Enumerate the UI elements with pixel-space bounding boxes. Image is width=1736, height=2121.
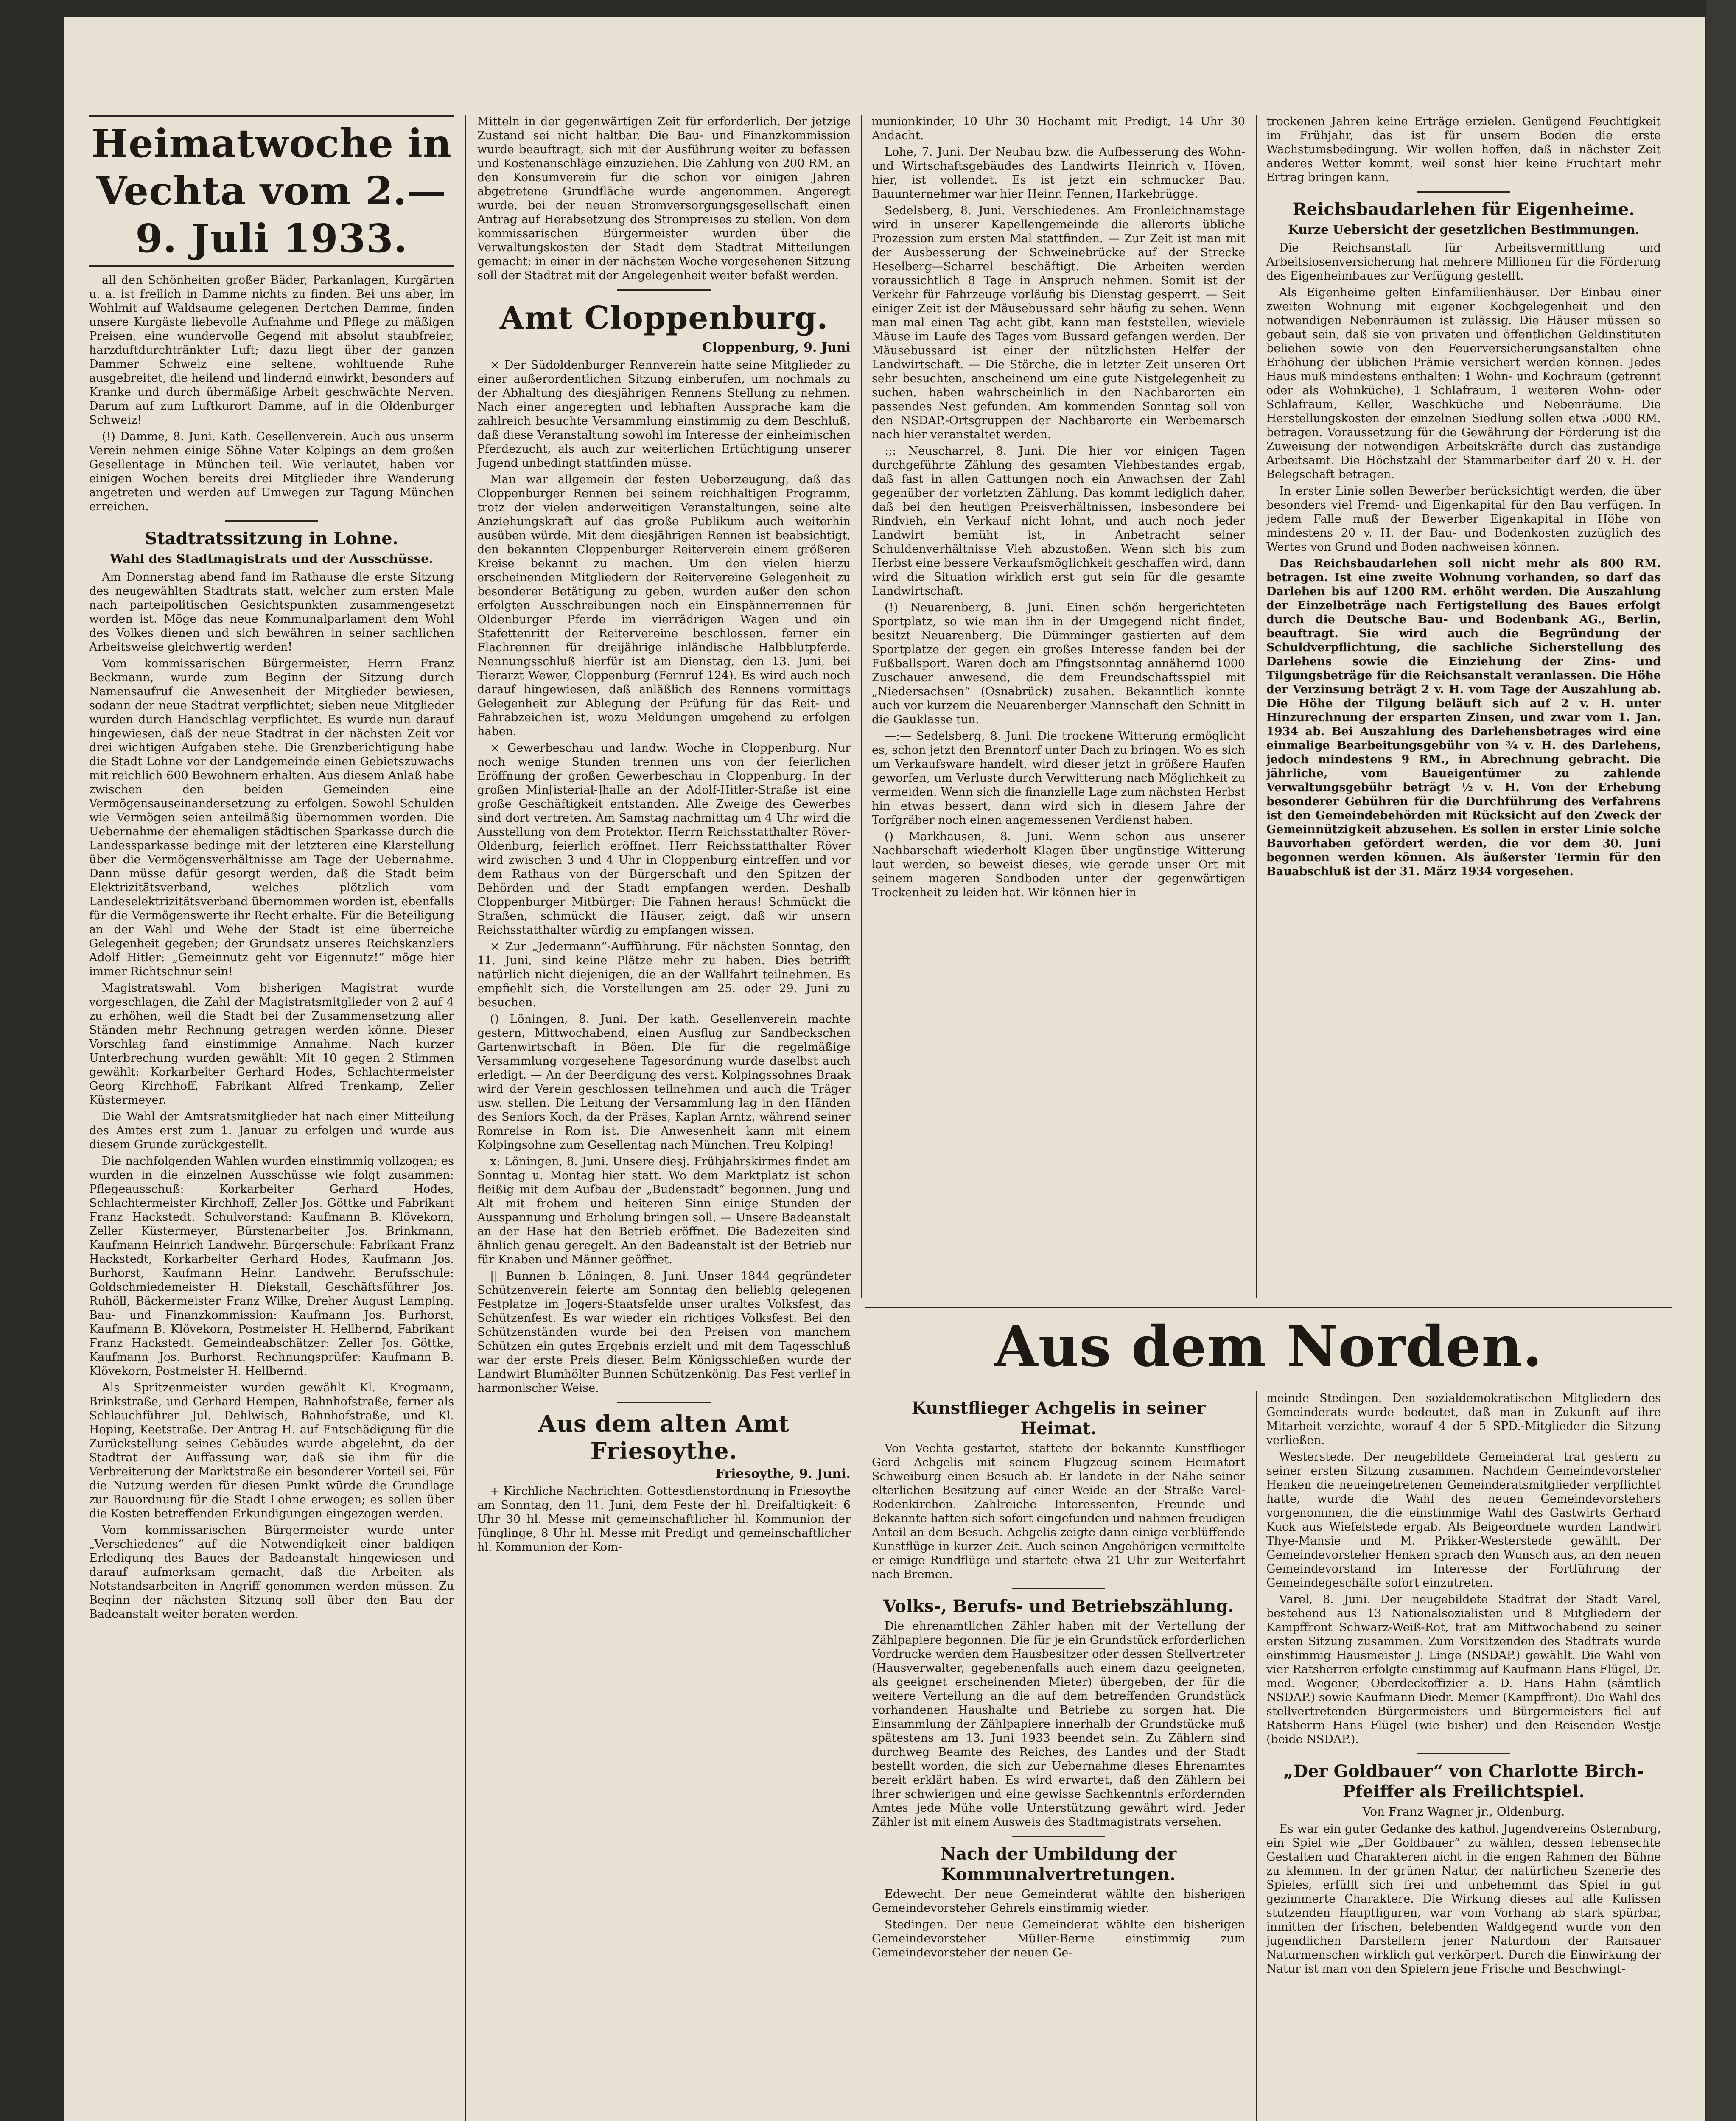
dateline: Friesoythe, 9. Juni. — [715, 1466, 851, 1481]
column-3 — [872, 115, 1245, 1298]
heading-amt-cloppenburg: Amt Cloppenburg. — [499, 300, 829, 336]
paragraph: trockenen Jahren keine Erträge erzielen. Genügend Feuchtigkeit im Frühjahr, das ist für unsern Boden die erste Wachstumsbedingung. Wir wollen hoffen, daß in nächster Zeit anderes Wetter kommt, weil sonst hier keine Fruchtart mehr Ertrag bringen kann. — [1266, 115, 1661, 184]
heading-goldbauer: „Der Goldbauer“ von Charlotte Birch-Pfeiffer als Freilichtspiel. — [1283, 1761, 1644, 1802]
subheading-reichsbaudarlehen: Kurze Uebersicht der gesetzlichen Bestimmungen. — [1288, 222, 1640, 237]
paragraph: meinde Stedingen. Den sozialdemokratischen Mitgliedern des Gemeinderats wurde bedeutet, daß man in Zukunft auf ihre Mitarbeit verzichte, worauf 4 der 5 SPD.-Mitglieder die Sitzung verließen. — [1266, 1392, 1661, 1447]
section-rule — [865, 1307, 1672, 1308]
paragraph: Von Vechta gestartet, stattete der bekannte Kunstflieger Gerd Achgelis mit seinem Flugzeug seinem Heimatort Schweiburg einen Besuch ab. Er landete in der Nähe seiner elterlichen Besitzung auf einer Weide an der Straße Varel-Rodenkirchen. Zahlreiche Interessenten, Freunde und Bekannte hatten sich sofort eingefunden und nahmen freudigen Anteil an dem Besuch. Achgelis zeigte dann einige verblüffende Kunstflüge in kurzer Zeit. Auch seinen Angehörigen vermittelte er einige Rundflüge und startete etwa 21 Uhr zur Weiterfahrt nach Bremen. — [872, 1442, 1245, 1581]
column-norden-b — [1266, 1391, 1661, 2121]
paragraph: :;: Neuscharrel, 8. Juni. Die hier vor einigen Tagen durchgeführte Zählung des gesamten Viehbestandes ergab, daß fast in allen Gattungen noch ein Anwachsen der Zahl gegenüber der vorletzten Zählung. Das kommt lediglich daher, daß bei den heutigen Preisverhältnissen, insbesondere bei Rindvieh, ein Verkauf nicht lohnt, und auch noch jeder Landwirt bemüht ist, in Anbetracht seiner Schuldenverhältnisse Vieh abzustoßen. Wenn sich bis zum Herbst eine bessere Verkaufsmöglichkeit geschaffen wird, dann wird die Situation wirklich erst gut sein für die gesamte Landwirtschaft. — [872, 445, 1245, 598]
paragraph: Am Donnerstag abend fand im Rathause die erste Sitzung des neugewählten Stadtrats statt, welcher zum ersten Male nach parteipolitischen Gesichtspunkten zusammengesetzt worden ist. Möge das neue Kommunalparlament dem Wohl des Volkes dienen und sich bewähren in seiner sachlichen Arbeitsweise gleichwertig werden! — [89, 571, 454, 654]
paragraph: × Der Südoldenburger Rennverein hatte seine Mitglieder zu einer außerordentlichen Sitzung einberufen, um nochmals zu der Abhaltung des diesjährigen Rennens Stellung zu nehmen. Nach einer angeregten und lebhaften Aussprache kam die zahlreich besuchte Versammlung einstimmig zu dem Beschluß, daß diese Veranstaltung sowohl im Interesse der einheimischen Pferdezucht, als auch zur weiterlichen Ertüchtigung unserer Jugend unbedingt stattfinden müsse. — [477, 358, 851, 470]
column-2 — [477, 115, 851, 2121]
divider — [1417, 191, 1510, 193]
heading-amt-friesoythe: Aus dem alten Amt Friesoythe. — [538, 1410, 790, 1464]
paragraph: Magistratswahl. Vom bisherigen Magistrat wurde vorgeschlagen, die Zahl der Magistratsmitglieder von 2 auf 4 zu erhöhen, weil die Stadt bei der Zusammensetzung aller Ständen mehr Rechnung getragen werden könne. Dieser Vorschlag fand einstimmige Annahme. Nach kurzer Unterbrechung wurden gewählt: Mit 10 gegen 2 Stimmen gewählt: Korkarbeiter Gerhard Hodes, Schlachtermeister Georg Kirchhoff, Fabrikant Alfred Trenkamp, Zeller Küstermeyer. — [89, 982, 454, 1107]
paragraph: Die ehrenamtlichen Zähler haben mit der Verteilung der Zählpapiere begonnen. Die für je ein Grundstück erforderlichen Vordrucke werden dem Hausbesitzer oder dessen Stellvertreter (Hausverwalter, gegebenenfalls auch einem dazu geeigneten, als geeignet erscheinenden Mieter) übergeben, der für die weitere Verteilung an die auf dem betreffenden Grundstück vorhandenen Haushalte und Betriebe zu sorgen hat. Die Einsammlung der Zählpapiere innerhalb der Grundstücke muß spätestens am 13. Juni 1933 beendet sein. Zu Zählern sind durchweg Beamte des Reiches, des Landes und der Stadt bestellt worden, die sich zur Uebernahme dieses Ehrenamtes bereit erklärt haben. Es wird erwartet, daß den Zählern bei ihrer schwierigen und eine gewisse Sachkenntnis erfordernden Amtes jede Mühe volle Unterstützung gewährt wird. Jeder Zähler ist mit einem Ausweis des Stadtmagistrats versehen. — [872, 1620, 1245, 1829]
paragraph: Edewecht. Der neue Gemeinderat wählte den bisherigen Gemeindevorsteher Gehrels einstimmig wieder. — [872, 1888, 1245, 1915]
paragraph: || Bunnen b. Löningen, 8. Juni. Unser 1844 gegründeter Schützenverein feierte am Sonntag den beliebig gelegenen Festplatze im Jogers-Staatsfelde unser uraltes Volksfest, das Schützenfest. Es war wieder ein richtiges Volksfest. Bei den Schützenständen wurde bei den Preisen von manchem Schützen ein gutes Ergebnis erzielt und mit dem Tagesschluß war der erste Preis dieser. Beim Königsschießen wurde der Landwirt Blumhölter Bunnen Schützenkönig. Das Fest verlief in harmonischer Weise. — [477, 1270, 851, 1395]
column-rule — [861, 115, 862, 1298]
paragraph: × Zur „Jedermann“-Aufführung. Für nächsten Sonntag, den 11. Juni, sind keine Plätze mehr zu haben. Dies betrifft natürlich nicht diejenigen, die an der Wallfahrt teilnehmen. Es empfiehlt sich, die Vorstellungen am 25. oder 29. Juni zu besuchen. — [477, 940, 851, 1009]
paragraph: Die nachfolgenden Wahlen wurden einstimmig vollzogen; es wurden in die einzelnen Ausschüsse wie folgt zusammen: Pflegeausschuß: Korkarbeiter Gerhard Hodes, Schlachtermeister Kirchhoff, Zeller Jos. Göttke und Fabrikant Franz Hackstedt. Schulvorstand: Kaufmann B. Klövekorn, Zeller Küstermeyer, Bürstenarbeiter Jos. Brinkmann, Kaufmann Heinrich Landwehr. Bürgerschule: Fabrikant Franz Hackstedt, Korkarbeiter Gerhard Hodes, Kaufmann Jos. Burhorst, Kaufmann Heinr. Landwehr. Berufsschule: Goldschmiedemeister H. Diekstall, Geschäftsführer Jos. Ruhöll, Bäckermeister Franz Wilke, Dreher August Lamping. Bau- und Finanzkommission: Kaufmann Jos. Burhorst, Kaufmann B. Klövekorn, Postmeister H. Hellbernd, Fabrikant Franz Hackstedt. Gemeindeabschätzer: Zeller Jos. Göttke, Kaufmann Jos. Burhorst. Rechnungsprüfer: Kaufmann B. Klövekorn, Postmeister H. Hellbernd. — [89, 1155, 454, 1378]
paragraph: + Kirchliche Nachrichten. Gottesdienstordnung in Friesoythe am Sonntag, den 11. Juni, dem Feste der hl. Dreifaltigkeit: 6 Uhr 30 hl. Messe mit gemeinschaftlicher hl. Kommunion der Jünglinge, 8 Uhr hl. Messe mit Predigt und gemeinschaftlicher hl. Kommunion der Kom- — [477, 1485, 851, 1554]
divider — [1012, 1588, 1105, 1589]
heading-kunstflieger: Kunstflieger Achgelis in seiner Heimat. — [911, 1398, 1206, 1438]
paragraph: (!) Neuarenberg, 8. Juni. Einen schön hergerichteten Sportplatz, so wie man ihn in der Umgegend nicht findet, besitzt Neuarenberg. Die Dümminger gastierten auf dem Sportplatze der gegen ein großes Interesse fanden bei der Fußballsport. Waren doch am Pfingstsonntag annähernd 1000 Zuschauer anwesend, die dem Freundschaftsspiel mit „Niedersachsen“ (Osnabrück) zusahen. Bekanntlich konnte auch vor kurzem die Neuarenberger Mannschaft den Schnitt in die Gauklasse tun. — [872, 601, 1245, 726]
paragraph: Vom kommissarischen Bürgermeister wurde unter „Verschiedenes“ auf die Notwendigkeit einer baldigen Erledigung des Baues der Badeanstalt hingewiesen und darauf aufmerksam gemacht, daß die Arbeiten als Notstandsarbeiten in Angriff genommen werden müssen. Zu Beginn der nächsten Sitzung soll über den Bau der Badeanstalt weiter beraten werden. — [89, 1524, 454, 1621]
headline-heimatwoche: Heimatwoche in Vechta vom 2.—9. Juli 1933. — [91, 120, 452, 261]
paragraph: Es war ein guter Gedanke des kathol. Jugendvereins Osternburg, ein Spiel wie „Der Goldbauer“ zu wählen, dessen lebensechte Gestalten und Charakteren nicht in die engen Rahmen der Bühne zu klemmen. In der grünen Natur, der natürlichen Szenerie des Spieles, erfüllt sich frei und unbehemmt das Spiel in gut gezimmerte Charaktere. Die Wirkung dieses auf alle Kulissen stutzenden Hauptfiguren, war vom Vorhang ab stark spürbar, inmitten der frischen, belebenden Waldgegend wurde von den jugendlichen Darstellern jener Naturdom der Ransauer Naturmenschen wirklich gut verkörpert. Durch die Einwirkung der Natur ist man von den Spielern jene Frische und Beschwingt- — [1266, 1822, 1661, 1975]
paragraph: () Markhausen, 8. Juni. Wenn schon aus unserer Nachbarschaft wiederholt Klagen über ungünstige Witterung laut werden, so beweist dieses, wie gerade unser Ort mit seinem mageren Sandboden unter der gegenwärtigen Trockenheit zu leiden hat. Wir können hier in — [872, 830, 1245, 899]
norden-banner — [870, 1315, 1667, 1387]
paragraph: Mitteln in der gegenwärtigen Zeit für erforderlich. Der jetzige Zustand sei nicht haltbar. Die Bau- und Finanzkommission wurde beauftragt, sich mit der Ausführung weiter zu befassen und Kostenanschläge einzuziehen. Die Zahlung von 200 RM. an den Konsumverein für die schon vor einigen Jahren abgetretene Grundfläche wurde angenommen. Angeregt wurde, bei der neuen Stromversorgungsgesellschaft einen Antrag auf Herabsetzung des Strompreises zu stellen. Von dem kommissarischen Bürgermeister wurden über die Verwaltungskosten der Stadt dem Stadtrat Mitteilungen gemacht; in einer in der nächsten Woche vorgesehenen Sitzung soll der Stadtrat mit der Angelegenheit weiter befaßt werden. — [477, 115, 851, 282]
column-1 — [89, 115, 454, 2121]
dateline: Cloppenburg, 9. Juni — [702, 340, 851, 355]
paragraph: Als Eigenheime gelten Einfamilienhäuser. Der Einbau einer zweiten Wohnung mit eigener Kochgelegenheit und den notwendigen Nebenräumen ist zulässig. Die Häuser müssen so gebaut sein, daß sie von privaten und öffentlichen Geldinstituten beliehen sowie von den Feuerversicherungsanstalten ohne Erhöhung der üblichen Prämie versichert werden können. Jedes Haus muß mindestens enthalten: 1 Wohn- und Kochraum (getrennt oder als Wohnküche), 1 Schlafraum, 1 weiteren Wohn- oder Schlafraum, Keller, Waschküche und Nebenräume. Die Herstellungskosten der einzelnen Siedlung sollen etwa 5000 RM. betragen. Voraussetzung für die Gewährung der Förderung ist die Zuweisung der notwendigen Arbeitskräfte durch das zuständige Arbeitsamt. Die Höchstzahl der Stammarbeiter darf 20 v. H. der Belegschaft betragen. — [1266, 286, 1661, 481]
paragraph: Stedingen. Der neue Gemeinderat wählte den bisherigen Gemeindevorsteher Müller-Berne einstimmig zum Gemeindevorsteher der neuen Ge- — [872, 1918, 1245, 1959]
paragraph: In erster Linie sollen Bewerber berücksichtigt werden, die über besonders viel Fremd- und Eigenkapital für den Bau verfügen. In jedem Falle muß der Bewerber Eigenkapital in Höhe von mindestens 20 v. H. der Bau- und Bodenkosten zuzüglich des Wertes von Grund und Boden nachweisen können. — [1266, 484, 1661, 554]
divider — [225, 520, 318, 522]
paragraph: Vom kommissarischen Bürgermeister, Herrn Franz Beckmann, wurde zum Beginn der Sitzung durch Namensaufruf die Anwesenheit der Mitglieder bewiesen, sodann der neue Stadtrat verpflichtet; sieben neue Mitglieder wurden durch Handschlag verpflichtet. Es wurde nun darauf hingewiesen, daß der neue Stadtrat in der nächsten Zeit vor drei wichtigen Aufgaben stehe. Die Grenzberichtigung habe die Stadt Lohne vor der Landgemeinde einen Gebietszuwachs mit reichlich 600 Bewohnern erhalten. Aus diesem Anlaß habe zwischen den beiden Gemeinden eine Vermögensauseinandersetzung zu erfolgen. Sowohl Schulden wie Vermögen seien anteilmäßig übernommen worden. Die Uebernahme der ehemaligen städtischen Sparkasse durch die Landessparkasse bedinge mit der letzteren eine Klarstellung über die Vermögensverhältnisse am Tage der Uebernahme. Dann müsse dafür gesorgt werden, daß die Stadt beim Elektrizitätsverband, welches plötzlich vom Landeselektrizitätsverband übernommen worden ist, ebenfalls für die Vermögenswerte ihr Recht erhalte. Für die Beteiligung an der Wahl und Wehe der Stadt ist eine überreiche Gelegenheit gegeben; der Grundsatz unseres Reichskanzlers Adolf Hitler: „Gemeinnutz geht vor Eigennutz!“ möge hier immer Richtschnur sein! — [89, 657, 454, 978]
column-4 — [1266, 115, 1661, 1298]
paragraph: munionkinder, 10 Uhr 30 Hochamt mit Predigt, 14 Uhr 30 Andacht. — [872, 115, 1245, 142]
column-rule — [1256, 1391, 1257, 2121]
paragraph: × Gewerbeschau und landw. Woche in Cloppenburg. Nur noch wenige Stunden trennen uns von der feierlichen Eröffnung der großen Gewerbeschau in Cloppenburg. In der großen Min[isterial-]halle an der Adolf-Hitler-Straße ist eine große Geschäftigkeit entstanden. Alle Zweige des Gewerbes sind dort vertreten. Am Samstag nachmittag um 4 Uhr wird die Ausstellung von dem Protektor, Herrn Reichsstatthalter Röver-Oldenburg, feierlich eröffnet. Herr Reichsstatthalter Röver wird zwischen 3 und 4 Uhr in Cloppenburg eintreffen und vor dem Rathaus von der Bürgerschaft und den Spitzen der Behörden und der Stadt empfangen werden. Deshalb Cloppenburger Mitbürger: Die Fahnen heraus! Schmückt die Straßen, schmückt die Häuser, zeigt, daß wir unsern Reichsstatthalter würdig zu empfangen wissen. — [477, 742, 851, 937]
paragraph: Man war allgemein der festen Ueberzeugung, daß das Cloppenburger Rennen bei seinem reichhaltigen Programm, trotz der vielen anderweitigen Veranstaltungen, seine alte Anziehungskraft auf das große Publikum auch weiterhin ausüben würde. Mit dem diesjährigen Rennen ist beabsichtigt, den bekannten Cloppenburger Reiterverein einem größeren Kreise bekannt zu machen. Um den vielen hierzu erscheinenden Mitgliedern der Reitervereine Gelegenheit zu besonderer Betätigung zu geben, wurden außer den schon erfolgten Ausschreibungen noch ein Einspännerrennen für Oldenburger Pferde im vierrädrigen Wagen und ein Stafettenritt der Reitervereine beschlossen, ferner ein Flachrennen für dreijährige inländische Halbblutpferde. Nennungsschluß hierfür ist am Dienstag, den 13. Juni, bei Tierarzt Wewer, Cloppenburg (Fernruf 124). Es wird auch noch darauf hingewiesen, daß anläßlich des Rennens vormittags Gelegenheit zur Ablegung der Prüfung für das Reit- und Fahrabzeichen ist, wozu Meldungen umgehend zu erfolgen haben. — [477, 473, 851, 738]
column-norden-a — [872, 1391, 1245, 2121]
paragraph: () Löningen, 8. Juni. Der kath. Gesellenverein machte gestern, Mittwochabend, einen Ausflug zur Sandbeckschen Gartenwirtschaft in Böen. Die für die regelmäßige Versammlung vorgesehene Tagesordnung wurde daselbst auch erledigt. — An der Beerdigung des verst. Kolpingssohnes Braak wird der Verein geschlossen teilnehmen und auch die Träger usw. stellen. Die Leitung der Versammlung lag in den Händen des Seniors Koch, da der Präses, Kaplan Arntz, während seiner Romreise in Rom ist. Die Anwesenheit kann mit einem Kolpingsohne zum Gesellentag nach München. Treu Kolping! — [477, 1013, 851, 1152]
heading-reichsbaudarlehen: Reichsbaudarlehen für Eigenheime. — [1292, 199, 1635, 219]
heading-kommunalvertretungen: Nach der Umbildung der Kommunalvertretungen. — [940, 1844, 1177, 1884]
paragraph: Lohe, 7. Juni. Der Neubau bzw. die Aufbesserung des Wohn- und Wirtschaftsgebäudes des Landwirts Heinrich v. Höven, hier, ist vollendet. Es ist jetzt ein schmucker Bau. Bauunternehmer war hier Heinr. Fennen, Harkebrügge. — [872, 146, 1245, 201]
paragraph: Sedelsberg, 8. Juni. Verschiedenes. Am Fronleichnamstage wird in unserer Kapellengemeinde die allerorts übliche Prozession zum ersten Mal stattfinden. — Zur Zeit ist man mit der Ausbesserung der Schweinebrücke auf der Strecke Heselberg—Scharrel beschäftigt. Die Arbeiten werden voraussichtlich 8 Tage in Anspruch nehmen. Somit ist der Verkehr für Fahrzeuge vorläufig bis Dienstag gesperrt. — Seit einiger Zeit ist der Mäusebussard sehr häufig zu sehen. Wenn man mal einen Tag acht gibt, kann man feststellen, wieviele Mäuse im Laufe des Tages vom Bussard gefangen werden. Der Mäusebussard ist einer der nützlichsten Helfer der Landwirtschaft. — Die Störche, die in letzter Zeit unseren Ort sehr besuchten, anscheinend um eine gute Nistgelegenheit zu suchen, haben wahrscheinlich in den Nachbarorten ein passendes Nest gefunden. Am kommenden Sonntag soll von den NSDAP.-Ortsgruppen der Nachbarorte ein Werbemarsch nach hier veranstaltet werden. — [872, 204, 1245, 441]
paragraph: Das Reichsbaudarlehen soll nicht mehr als 800 RM. betragen. Ist eine zweite Wohnung vorhanden, so darf das Darlehen bis auf 1200 RM. erhöht werden. Die Auszahlung der Einzelbeträge nach Fertigstellung des Baues erfolgt durch die Deutsche Bau- und Bodenbank AG., Berlin, beauftragt. Sie wird auch die Begründung der Schuldverpflichtung, die sachliche Sicherstellung des Darlehens sowie die Einziehung der Zins- und Tilgungsbeträge für die Reichsanstalt veranlassen. Die Höhe der Verzinsung beträgt 2 v. H. vom Tage der Auszahlung ab. Die Höhe der Tilgung beläuft sich auf 2 v. H. unter Hinzurechnung der ersparten Zinsen, und zwar vom 1. Jan. 1934 ab. Bei Auszahlung des Darlehensbetrages wird eine einmalige Bearbeitungsgebühr von ¾ v. H. des Darlehens, jedoch mindestens 9 RM., in Abrechnung gebracht. Die jährliche, vom Baueigentümer zu zahlende Verwaltungsgebühr beträgt ½ v. H. Von der Erhebung besonderer Gebühren für die Durchführung des Verfahrens ist den Gemeindebehörden mit Rücksicht auf den Zweck der Gemeinnützigkeit abzusehen. Es sollen in erster Linie solche Bauvorhaben gefördert werden, die vor dem 30. Juni begonnen werden können. Als äußerster Termin für den Bauabschluß ist der 31. März 1934 vorgesehen. — [1266, 557, 1661, 878]
divider — [617, 289, 711, 291]
divider — [1417, 1753, 1510, 1754]
scan-edge — [1706, 0, 1736, 2121]
column-rule — [1256, 115, 1257, 1298]
paragraph: Westerstede. Der neugebildete Gemeinderat trat gestern zu seiner ersten Sitzung zusammen. Nachdem Gemeindevorsteher Henken die neueingetretenen Gemeinderatsmitglieder verpflichtet hatte, wurde die Wahl des neuen Gemeindevorstehers vorgenommen, die die einstimmige Wahl des Gastwirts Gerhard Kuck aus Wiefelstede ergab. Als Beigeordnete wurden Landwirt Thye-Mansie und M. Prikker-Westerstede gewählt. Der Gemeindevorsteher Henken sprach den Wunsch aus, an den neuen Gemeindevorstand im Interesse der Fortführung der Gemeindegeschäfte sofort einzutreten. — [1266, 1450, 1661, 1589]
paragraph: all den Schönheiten großer Bäder, Parkanlagen, Kurgärten u. a. ist freilich in Damme nichts zu finden. Bei uns aber, im Wohlmit auf Waldsaume gelegenen Dertchen Damme, finden unsere Kurgäste liebevolle Aufnahme und Pflege zu mäßigen Preisen, eine wundervolle Gegend mit absolut staubfreier, harzduftdurchtränkter Luft; dazu liegt über der ganzen Dammer Schweiz eine seltene, wohltuende Ruhe ausgebreitet, die heilend und lindernd einwirkt, besonders auf Kranke und durch übermäßige Arbeit geschwächte Nerven. Darum auf zum Luftkurort Damme, auf in die Oldenburger Schweiz! — [89, 274, 454, 427]
paragraph: Varel, 8. Juni. Der neugebildete Stadtrat der Stadt Varel, bestehend aus 13 Nationalsozialisten und 8 Mitgliedern der Kampffront Schwarz-Weiß-Rot, trat am Mittwochabend zu seiner ersten Sitzung zusammen. Zum Vorsitzenden des Stadtrats wurde einstimmig Hausmeister J. Linge (NSDAP.) gewählt. Die Wahl von vier Ratsherren erfolgte einstimmig auf Kaufmann Hans Flügel, Dr. med. Wegener, Oberdeckoffizier a. D. Hans Hahn (sämtlich NSDAP.) sowie Kaufmann Diedr. Memer (Kampffront). Die Wahl des stellvertretenden Bürgermeisters und Bürgermeisters fiel auf Ratsherrn Hans Flügel (wie bisher) und den Reisenden Westje (beide NSDAP.). — [1266, 1593, 1661, 1746]
divider — [1012, 1836, 1105, 1837]
heading-aus-dem-norden: Aus dem Norden. — [994, 1314, 1543, 1379]
paragraph: Die Reichsanstalt für Arbeitsvermittlung und Arbeitslosenversicherung hat mehrere Millionen für die Förderung des Eigenheimbaues zur Verfügung gestellt. — [1266, 241, 1661, 283]
paragraph: Die Wahl der Amtsratsmitglieder hat nach einer Mitteilung des Amtes erst zum 1. Januar zu erfolgen und wurde aus diesem Grunde zurückgestellt. — [89, 1110, 454, 1151]
heading-volkszaehlung: Volks-, Berufs- und Betriebszählung. — [883, 1596, 1234, 1616]
column-rule — [465, 115, 466, 2121]
newspaper-page — [64, 17, 1705, 2121]
divider — [617, 1402, 711, 1403]
subheading-lohne: Wahl des Stadtmagistrats und der Ausschüsse. — [110, 551, 433, 566]
paragraph: x: Löningen, 8. Juni. Unsere diesj. Frühjahrskirmes findet am Sonntag u. Montag hier statt. Wo dem Marktplatz ist schon fleißig mit dem Aufbau der „Budenstadt“ begonnen. Jung und Alt mit frohem und heiteren Sinn einige Stunden der Ausspannung und Erholung bringen soll. — Unsere Badeanstalt an der Hase hat den Betrieb eröffnet. Die Badezeiten sind ähnlich genau geregelt. An den Badeanstalt ist der Betrieb nur für Knaben und Männer geöffnet. — [477, 1155, 851, 1266]
paragraph: (!) Damme, 8. Juni. Kath. Gesellenverein. Auch aus unserm Verein nehmen einige Söhne Vater Kolpings an dem großen Gesellentage in München teil. Wie verlautet, haben vor einigen Wochen bereits drei Mitglieder ihre Wanderung angetreten und werden auf Umwegen zur Tagung München erreichen. — [89, 430, 454, 513]
heading-stadtrat-lohne: Stadtratssitzung in Lohne. — [145, 529, 398, 548]
byline: Von Franz Wagner jr., Oldenburg. — [1362, 1805, 1565, 1819]
paragraph: —:— Sedelsberg, 8. Juni. Die trockene Witterung ermöglicht es, schon jetzt den Brenntorf unter Dach zu bringen. Wo es sich um Verkaufsware handelt, wird dieser jetzt in größere Haufen geworfen, um Verluste durch Verwitterung nach Möglichkeit zu vermeiden. Wenn sich die finanzielle Lage zum nächsten Herbst hin etwas bessert, dann wird sich in diesem Jahre der Torfgräber noch einen angemessenen Verdienst haben. — [872, 730, 1245, 827]
paragraph: Als Spritzenmeister wurden gewählt Kl. Krogmann, Brinkstraße, und Gerhard Hempen, Bahnhofstraße, ferner als Schlauchführer Jul. Dehlwisch, Bahnhofstraße, und Kl. Hoping, Keetstraße. Der Antrag H. auf Entschädigung für die Zurückstellung seines Gebäudes wurde abgelehnt, da der Stadtrat der Auffassung war, daß sie ihm für die Verbreiterung der Marktstraße ein besonderer Vorteil sei. Für die Nutzung werden für diesen Punkt würde die Grundlage zur Bauordnung für die Stadt Lohne erwogen; es sollen über die Kosten betreffenden Erkundigungen eingezogen werden. — [89, 1381, 454, 1520]
